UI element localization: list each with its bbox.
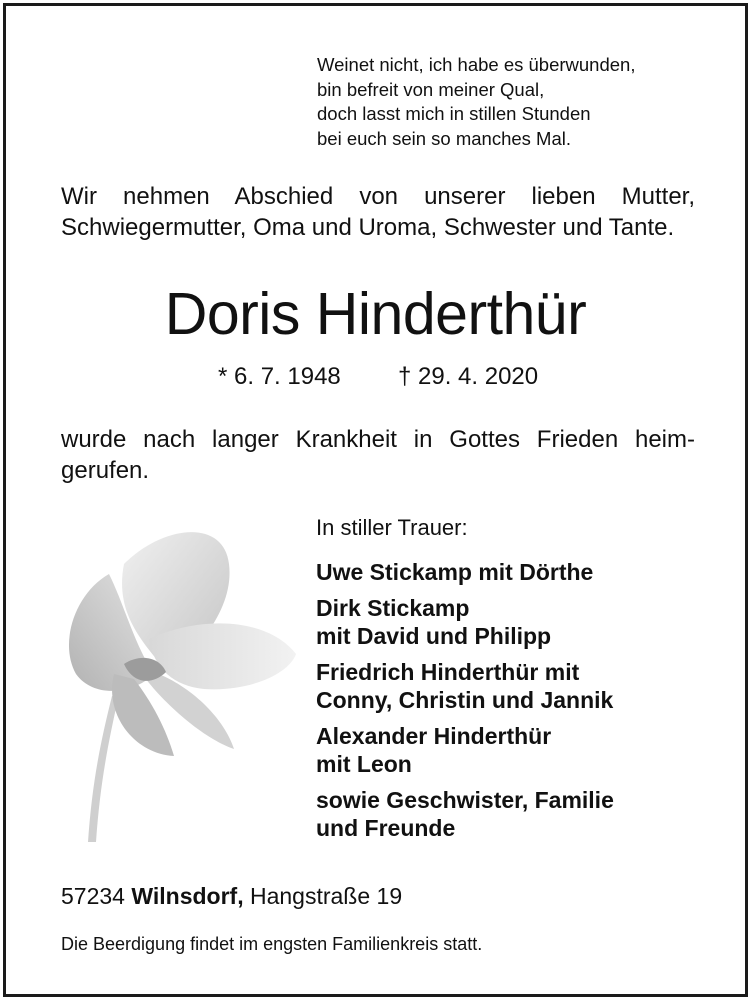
mourner-group (316, 558, 614, 586)
poem-line: doch lasst mich in stillen Stunden (317, 103, 591, 124)
deceased-name: Doris Hinderthür (164, 281, 587, 347)
mourner-line: Alexander Hinderthür (316, 723, 552, 749)
mourner-line: Uwe Stickamp mit Dörthe (316, 559, 594, 585)
mourning-label: In stiller Trauer: (316, 515, 468, 540)
mourner-line: sowie Geschwister, Familie (316, 787, 614, 813)
poem-line: Weinet nicht, ich habe es überwunden, (317, 54, 636, 75)
mourner-line: mit Leon (316, 751, 412, 777)
tulip-icon (54, 524, 304, 842)
message-line: gerufen. (61, 457, 150, 484)
poem (317, 53, 635, 151)
mourner-group (316, 594, 614, 650)
address (61, 881, 402, 911)
obituary-frame (3, 3, 748, 997)
poem-line: bei euch sein so manches Mal. (317, 127, 571, 149)
funeral-note: Die Beerdigung findet im engsten Familienkreis statt. (61, 934, 483, 954)
poem-line: bin befreit von meiner Qual, (317, 78, 545, 100)
mourner-group (316, 658, 614, 714)
mourner-line: Friedrich Hinderthür mit (316, 659, 580, 685)
address-street: Hangstraße 19 (249, 883, 403, 909)
mourner-group (316, 722, 614, 778)
mourner-line: mit David und Philipp (316, 623, 552, 649)
mourner-line: Dirk Stickamp (316, 595, 470, 621)
mourner-group (316, 786, 614, 842)
mourner-line: und Freunde (316, 815, 456, 841)
intro-text: Wir nehmen Abschied von unserer lieben Mutter, Schwiegermutter, Oma und Uroma, Schwester und Tante. (61, 183, 695, 241)
death-date: † 29. 4. 2020 (398, 363, 539, 390)
address-postcode: 57234 (61, 883, 125, 909)
birth-date: * 6. 7. 1948 (218, 363, 341, 390)
message-text (61, 424, 695, 486)
message-line: wurde nach langer Krankheit in Gottes Frieden heim- (61, 426, 695, 453)
mourners-list (316, 558, 614, 850)
mourner-line: Conny, Christin und Jannik (316, 687, 614, 713)
address-city: Wilnsdorf, (131, 883, 244, 909)
